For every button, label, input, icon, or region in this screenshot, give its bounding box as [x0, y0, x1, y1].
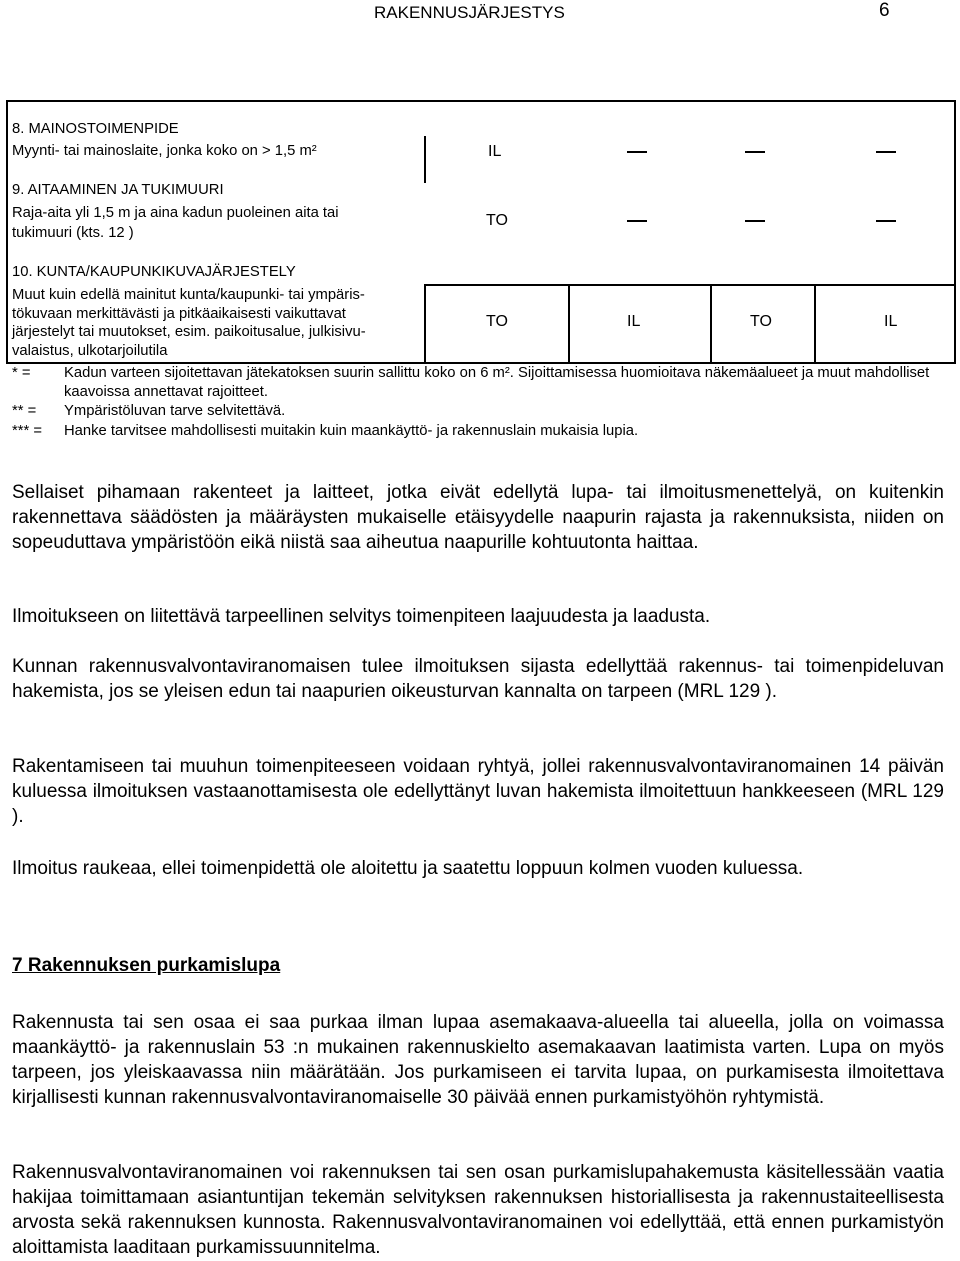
- section-9-col3: [745, 212, 765, 230]
- section-10-col1: TO: [486, 313, 508, 330]
- body-paragraph: Rakennusvalvontaviranomainen voi rakennuksen tai sen osan purkamislupahakemusta käsitellessään vaatia hakijaa toimittamaan asiantuntijan tekemän selvityksen rakennuksen historiallisesta ja rakennustaiteellisesta arvosta sekä rakennuksen kunnosta. Rakennusvalvontaviranomainen voi edellyttää, että ennen purkamistyön aloittamista laaditaan purkamissuunnitelma.: [12, 1162, 944, 1258]
- footnote-key: * =: [12, 365, 31, 381]
- table-border-right: [954, 100, 956, 364]
- section-10-col3: TO: [750, 313, 772, 330]
- footnote: [12, 364, 952, 404]
- page-number: 6: [879, 0, 890, 21]
- footnote-key: ** =: [12, 403, 37, 419]
- table-col-divider: [568, 284, 570, 362]
- section-9-heading: 9. AITAAMINEN JA TUKIMUURI: [12, 182, 224, 198]
- section-10-description-line: Muut kuin edellä mainitut kunta/kaupunki- tai ympäris-: [12, 287, 365, 303]
- section-title: 7 Rakennuksen purkamislupa: [12, 955, 281, 976]
- section-8-col4: [876, 143, 896, 161]
- section-8-heading: 8. MAINOSTOIMENPIDE: [12, 121, 179, 137]
- footnote-text: Hanke tarvitsee mahdollisesti muitakin kuin maankäyttö- ja rakennuslain mukaisia lupia.: [64, 423, 639, 439]
- section-10-description-line: tökuvaan merkittävästi ja pitkäaikaisesti vaikuttavat: [12, 306, 346, 322]
- section-10-description-line: järjestelyt tai muutokset, esim. paikoitusalue, julkisivu-: [12, 324, 366, 340]
- dash-mark: [627, 151, 647, 153]
- footnote-text: Ympäristöluvan tarve selvitettävä.: [64, 403, 286, 419]
- section-9-description-line: tukimuuri (kts. 12 ): [12, 225, 134, 241]
- body-paragraph: Rakentamiseen tai muuhun toimenpiteeseen voidaan ryhtyä, jollei rakennusvalvontaviranomainen 14 päivän kuluessa ilmoituksen vastaanottamisesta ole edellyttänyt luvan hakemista ilmoitettuun hankkeeseen (MRL 129 ).: [12, 756, 944, 827]
- body-paragraph: Kunnan rakennusvalvontaviranomaisen tulee ilmoituksen sijasta edellyttää rakennus- tai toimenpideluvan hakemista, jos se yleisen edun tai naapurien oikeusturvan kannalta on tarpeen (MRL 129 ).: [12, 656, 944, 702]
- section-10-description-line: valaistus, ulkotarjoilutila: [12, 343, 168, 359]
- section-8-col3: [745, 143, 765, 161]
- body-paragraph: Rakennusta tai sen osaa ei saa purkaa ilman lupaa asemakaava-alueella tai alueella, jolla on voimassa maankäyttö- ja rakennuslain 53 :n mukainen rakennuskielto asemakaavan laatimista varten. Lupa on myös tarpeen, jos yleiskaavassa niin määrätään. Jos purkamiseen ei tarvita lupaa, on purkamisesta ilmoitettava kirjallisesti kunnan rakennusvalvontaviranomaiselle 30 päivää ennen purkamistyöhön ryhtymistä.: [12, 1012, 944, 1108]
- table-border-mid: [425, 284, 956, 286]
- section-10-col4: IL: [884, 313, 898, 330]
- body-paragraph: Sellaiset pihamaan rakenteet ja laitteet, jotka eivät edellytä lupa- tai ilmoitusmenettelyä, on kuitenkin rakennettava säädösten ja määräysten mukaiselle etäisyydelle naapurin rajasta ja rakennuksista, niiden on sopeuduttava ympäristöön eikä niistä saa aiheutua naapurille kohtuutonta haittaa.: [12, 482, 944, 553]
- footnote-key: *** =: [12, 423, 43, 439]
- dash-mark: [745, 151, 765, 153]
- section-10-heading: 10. KUNTA/KAUPUNKIKUVAJÄRJESTELY: [12, 264, 296, 280]
- section-9-col2: [627, 212, 647, 230]
- dash-mark: [876, 220, 896, 222]
- body-paragraph: Ilmoitukseen on liitettävä tarpeellinen selvitys toimenpiteen laajuudesta ja laadusta.: [12, 606, 711, 627]
- footnote: [12, 422, 952, 442]
- document-header-title: RAKENNUSJÄRJESTYS: [374, 3, 565, 22]
- dash-mark: [876, 151, 896, 153]
- section-9-col4: [876, 212, 896, 230]
- table-col-divider: [424, 136, 426, 183]
- section-9-col1: TO: [486, 212, 508, 229]
- table-col-divider: [424, 284, 426, 362]
- dash-mark: [627, 220, 647, 222]
- section-8-col1: IL: [488, 143, 502, 160]
- footnote: [12, 402, 952, 422]
- table-border-left: [6, 100, 8, 364]
- table-col-divider: [710, 284, 712, 362]
- footnote-text: Kadun varteen sijoitettavan jätekatoksen suurin sallittu koko on 6 m². Sijoittamisessa huomioitava näkemäalueet ja muut mahdolliset kaavoissa annettavat rajoitteet.: [64, 365, 930, 400]
- table-col-divider: [814, 284, 816, 362]
- section-10-col2: IL: [627, 313, 641, 330]
- dash-mark: [745, 220, 765, 222]
- section-9-description-line: Raja-aita yli 1,5 m ja aina kadun puoleinen aita tai: [12, 205, 339, 221]
- section-8-col2: [627, 143, 647, 161]
- body-paragraph: Ilmoitus raukeaa, ellei toimenpidettä ole aloitettu ja saatettu loppuun kolmen vuoden kuluessa.: [12, 858, 804, 879]
- section-8-description: Myynti- tai mainoslaite, jonka koko on > 1,5 m²: [12, 143, 317, 159]
- table-border-top: [6, 100, 956, 102]
